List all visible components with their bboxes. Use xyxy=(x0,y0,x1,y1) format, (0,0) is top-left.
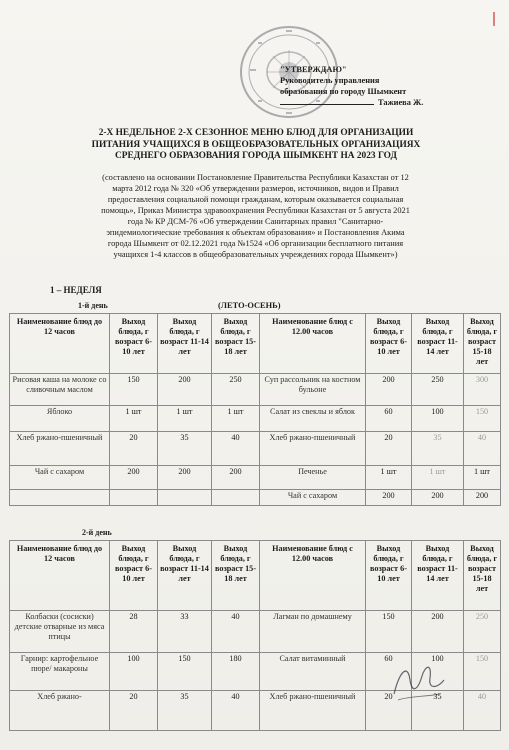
col-header-out2-6-10: Выход блюда, г возраст 6-10 лет xyxy=(366,541,412,611)
value-cell: 40 xyxy=(212,611,260,653)
value-cell: 200 xyxy=(412,611,464,653)
value-cell: 250 xyxy=(212,374,260,406)
value-cell xyxy=(110,490,158,506)
value-cell: 35 xyxy=(158,432,212,466)
dish-cell xyxy=(10,490,110,506)
intro-line: помощь», Приказ Министра здравоохранения Республики Казахстан от 5 августа 2021 xyxy=(101,206,410,215)
intro-line: эпидемиологические требования к объектам образования» и Постановления Акима xyxy=(106,228,405,237)
value-cell: 1 шт xyxy=(366,466,412,490)
value-cell: 150 xyxy=(464,653,501,691)
value-cell: 35 xyxy=(412,691,464,731)
value-cell: 20 xyxy=(366,432,412,466)
approval-position: Руководитель управления xyxy=(280,76,380,85)
col-header-dish-before12: Наименование блюд до 12 часов xyxy=(10,314,110,374)
value-cell: 1 шт xyxy=(158,406,212,432)
intro-paragraph xyxy=(48,172,463,260)
value-cell: 100 xyxy=(412,406,464,432)
col-header-dish-before12: Наименование блюд до 12 часов xyxy=(10,541,110,611)
pen-mark xyxy=(493,12,495,26)
day2-heading: 2-й день xyxy=(82,528,112,537)
value-cell: 150 xyxy=(464,406,501,432)
approval-heading: "УТВЕРЖДАЮ" xyxy=(280,65,347,74)
dish-cell: Колбаски (сосиски) детские отварные из мяса птицы xyxy=(10,611,110,653)
value-cell: 1 шт xyxy=(412,466,464,490)
col-header-out2-15-18: Выход блюда, г возраст 15-18 лет xyxy=(464,541,501,611)
col-header-out2-11-14: Выход блюда, г возраст 11-14 лет xyxy=(412,541,464,611)
table-header-row xyxy=(10,541,501,611)
dish-cell: Суп рассольник на костном бульоне xyxy=(260,374,366,406)
value-cell: 200 xyxy=(366,374,412,406)
value-cell: 60 xyxy=(366,406,412,432)
handwritten-signature-icon xyxy=(388,650,448,705)
table-row xyxy=(10,611,501,653)
dish-cell: Салат из свеклы и яблок xyxy=(260,406,366,432)
signature-underline xyxy=(280,104,374,105)
col-header-dish-after12: Наименование блюд с 12.00 часов xyxy=(260,314,366,374)
value-cell: 250 xyxy=(464,611,501,653)
value-cell: 35 xyxy=(412,432,464,466)
col-header-out-15-18: Выход блюда, г возраст 15-18 лет xyxy=(212,314,260,374)
value-cell: 100 xyxy=(110,653,158,691)
col-header-out-11-14: Выход блюда, г возраст 11-14 лет xyxy=(158,541,212,611)
intro-line: (составлено на основании Постановление Правительства Республики Казахстан от 12 xyxy=(102,173,409,182)
approval-name: Тажиева Ж. xyxy=(378,98,424,107)
value-cell: 200 xyxy=(158,374,212,406)
value-cell: 150 xyxy=(366,611,412,653)
day1-heading: 1-й день xyxy=(78,301,108,310)
value-cell: 40 xyxy=(212,691,260,731)
approval-signature-line xyxy=(280,97,423,108)
col-header-out-6-10: Выход блюда, г возраст 6-10 лет xyxy=(110,314,158,374)
value-cell: 200 xyxy=(464,490,501,506)
value-cell xyxy=(212,490,260,506)
table-row xyxy=(10,466,501,490)
value-cell: 20 xyxy=(366,691,412,731)
dish-cell: Яблоко xyxy=(10,406,110,432)
value-cell: 150 xyxy=(110,374,158,406)
value-cell: 20 xyxy=(110,691,158,731)
value-cell: 40 xyxy=(464,691,501,731)
value-cell: 40 xyxy=(464,432,501,466)
dish-cell: Рисовая каша на молоке со сливочным маслом xyxy=(10,374,110,406)
approval-position-2: образования по городу Шымкент xyxy=(280,87,407,96)
value-cell: 200 xyxy=(110,466,158,490)
intro-line: учащихся 1-4 классов в общеобразовательных учреждениях города Шымкент») xyxy=(113,250,398,259)
value-cell: 1 шт xyxy=(110,406,158,432)
dish-cell: Чай с сахаром xyxy=(10,466,110,490)
dish-cell: Салат витаминный xyxy=(260,653,366,691)
value-cell: 1 шт xyxy=(464,466,501,490)
col-header-out-15-18: Выход блюда, г возраст 15-18 лет xyxy=(212,541,260,611)
title-line: ПИТАНИЯ УЧАЩИХСЯ В ОБЩЕОБРАЗОВАТЕЛЬНЫХ ОРГАНИЗАЦИЯХ xyxy=(91,139,421,150)
approval-block xyxy=(280,64,423,108)
value-cell: 180 xyxy=(212,653,260,691)
table-row xyxy=(10,490,501,506)
value-cell: 35 xyxy=(158,691,212,731)
value-cell: 200 xyxy=(412,490,464,506)
intro-line: города Шымкент от 02.12.2021 года №1524 «Об организации бесплатного питания xyxy=(107,239,404,248)
value-cell: 20 xyxy=(110,432,158,466)
value-cell xyxy=(158,490,212,506)
dish-cell: Чай с сахаром xyxy=(260,490,366,506)
value-cell: 40 xyxy=(212,432,260,466)
value-cell: 250 xyxy=(412,374,464,406)
table-header-row xyxy=(10,314,501,374)
col-header-out-6-10: Выход блюда, г возраст 6-10 лет xyxy=(110,541,158,611)
value-cell: 60 xyxy=(366,653,412,691)
dish-cell: Лагман по домашнему xyxy=(260,611,366,653)
value-cell: 300 xyxy=(464,374,501,406)
dish-cell: Хлеб ржано-пшеничный xyxy=(260,432,366,466)
col-header-out-11-14: Выход блюда, г возраст 11-14 лет xyxy=(158,314,212,374)
value-cell: 33 xyxy=(158,611,212,653)
title-line: СРЕДНЕГО ОБРАЗОВАНИЯ ГОРОДА ШЫМКЕНТ НА 2023 ГОД xyxy=(115,151,397,161)
value-cell: 100 xyxy=(412,653,464,691)
dish-cell: Гарнир: картофельное пюре/ макароны xyxy=(10,653,110,691)
week-heading: 1 – НЕДЕЛЯ xyxy=(50,285,102,295)
day1-menu-table xyxy=(9,313,501,506)
table-row xyxy=(10,432,501,466)
dish-cell: Хлеб ржано-пшеничный xyxy=(10,432,110,466)
document-title xyxy=(56,128,456,163)
value-cell: 1 шт xyxy=(212,406,260,432)
col-header-dish-after12: Наименование блюд с 12.00 часов xyxy=(260,541,366,611)
value-cell: 200 xyxy=(158,466,212,490)
value-cell: 200 xyxy=(366,490,412,506)
intro-line: года № КР ДСМ-76 «Об утверждении Санитарных правил "Санитарно- xyxy=(127,217,384,226)
col-header-out2-6-10: Выход блюда, г возраст 6-10 лет xyxy=(366,314,412,374)
col-header-out2-11-14: Выход блюда, г возраст 11-14 лет xyxy=(412,314,464,374)
value-cell: 150 xyxy=(158,653,212,691)
intro-line: предоставления социальной помощи гражданам, которым оказывается социальная xyxy=(107,195,404,204)
intro-line: марта 2012 года № 320 «Об утверждении размеров, источников, видов и Правил xyxy=(112,184,399,193)
table-row xyxy=(10,374,501,406)
season-heading: (ЛЕТО-ОСЕНЬ) xyxy=(218,301,281,310)
dish-cell: Хлеб ржано- xyxy=(10,691,110,731)
value-cell: 200 xyxy=(212,466,260,490)
col-header-out2-15-18: Выход блюда, г возраст 15-18 лет xyxy=(464,314,501,374)
dish-cell: Хлеб ржано-пшеничный xyxy=(260,691,366,731)
dish-cell: Печенье xyxy=(260,466,366,490)
value-cell: 28 xyxy=(110,611,158,653)
table-row xyxy=(10,406,501,432)
title-line: 2-Х НЕДЕЛЬНОЕ 2-Х СЕЗОННОЕ МЕНЮ БЛЮД ДЛЯ ОРГАНИЗАЦИИ xyxy=(98,128,414,138)
